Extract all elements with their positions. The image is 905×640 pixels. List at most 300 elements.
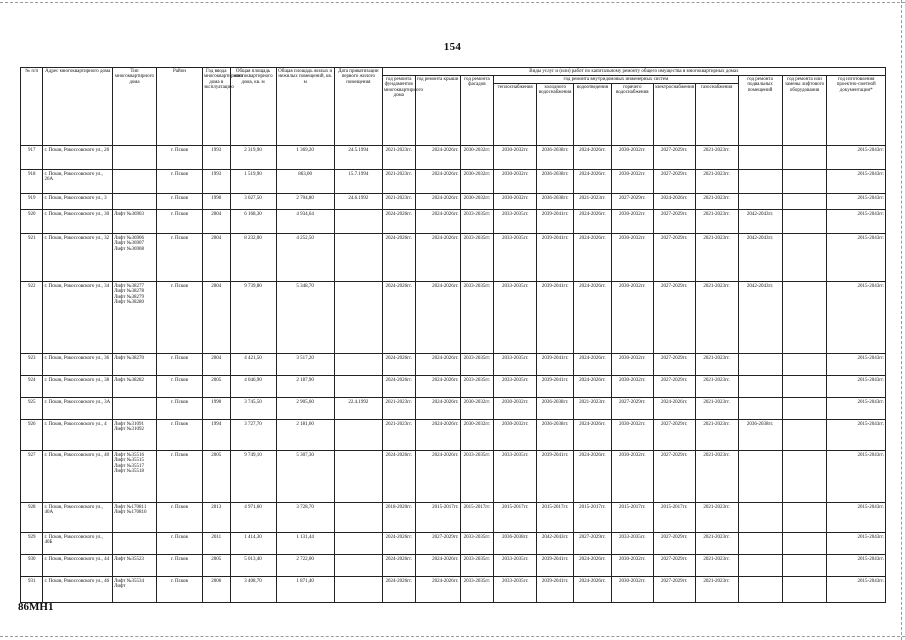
- cell-facade: 2030-2032гг.: [460, 420, 494, 451]
- cell-hot: 2015-2017гг.: [611, 503, 653, 533]
- cell-living: 5 348,70: [276, 282, 334, 354]
- cell-total: 8 232,00: [230, 234, 276, 282]
- cell-basement: 2042-2043гг.: [738, 210, 782, 234]
- cell-facade: 2033-2035гг.: [460, 234, 494, 282]
- header-district: Район: [156, 68, 202, 146]
- cell-num: 919: [21, 194, 43, 210]
- cell-num: 928: [21, 503, 43, 533]
- cell-drain: 2021-2023гг.: [574, 194, 612, 210]
- table-row: [21, 146, 886, 170]
- cell-drain: 2024-2026гг.: [574, 376, 612, 398]
- cell-drain: 2024-2026гг.: [574, 451, 612, 503]
- cell-total: 9 749,10: [230, 451, 276, 503]
- cell-gas: 2021-2023гг.: [695, 533, 738, 555]
- header-gas: газоснабжения: [695, 84, 738, 146]
- cell-roof: 2024-2026гг.: [415, 420, 460, 451]
- cell-year: 1990: [202, 194, 230, 210]
- cell-living: 863,00: [276, 170, 334, 194]
- cell-hot: 2027-2029гг.: [611, 194, 653, 210]
- cell-year: 2006: [202, 577, 230, 603]
- header-elevator: год ремонта или замены лифтового оборудования: [782, 76, 827, 146]
- cell-cold: 2039-2041гг.: [537, 282, 574, 354]
- header-privatization: Дата приватизации первого жилого помещения: [334, 68, 382, 146]
- cell-roof: 2024-2026гг.: [415, 282, 460, 354]
- cell-address: г. Псков, Рокоссовского ул., 26А: [43, 170, 113, 194]
- header-num: № п/п: [21, 68, 43, 146]
- document-code: 86МН1: [18, 601, 54, 613]
- table-row: [21, 282, 886, 354]
- cell-elevator: [782, 354, 827, 376]
- cell-heat: 2033-2035гг.: [494, 354, 537, 376]
- cell-electric: 2027-2029гг.: [653, 282, 695, 354]
- cell-priv: [334, 577, 382, 603]
- cell-address: г. Псков, Рокоссовского ул., 4: [43, 420, 113, 451]
- table-row: [21, 376, 886, 398]
- cell-type: Лифт №170811 Лифт №170810: [113, 503, 157, 533]
- cell-type: Лифт №31091 Лифт №31092: [113, 420, 157, 451]
- cell-facade: 2033-2035гг.: [460, 210, 494, 234]
- cell-elevator: [782, 398, 827, 420]
- cell-living: 4 934,64: [276, 210, 334, 234]
- cell-basement: 2042-2043гг.: [738, 234, 782, 282]
- cell-hot: 2033-2035гг.: [611, 533, 653, 555]
- header-foundation: год ремонта фундаментов многоквартирного дома: [382, 76, 415, 146]
- cell-year: 2005: [202, 451, 230, 503]
- cell-foundation: 2024-2026гг.: [382, 533, 415, 555]
- cell-facade: 2033-2035гг.: [460, 376, 494, 398]
- cell-hot: 2030-2032гг.: [611, 146, 653, 170]
- cell-drain: 2024-2026гг.: [574, 354, 612, 376]
- cell-total: 1 519,90: [230, 170, 276, 194]
- cell-num: 926: [21, 420, 43, 451]
- cell-elevator: [782, 420, 827, 451]
- cell-priv: [334, 234, 382, 282]
- cell-hot: 2030-2032гг.: [611, 234, 653, 282]
- cell-docs: 2015-2043гг.: [827, 533, 886, 555]
- cell-roof: 2024-2026гг.: [415, 451, 460, 503]
- cell-docs: 2015-2043гг.: [827, 577, 886, 603]
- cell-type: Лифт №38277 Лифт №38278 Лифт №38279 Лифт №38280: [113, 282, 157, 354]
- cell-year: 2004: [202, 354, 230, 376]
- cell-electric: 2027-2029гг.: [653, 533, 695, 555]
- cell-gas: 2021-2023гг.: [695, 210, 738, 234]
- cell-foundation: 2024-2026гг.: [382, 376, 415, 398]
- cell-total: 3 745,50: [230, 398, 276, 420]
- cell-basement: [738, 354, 782, 376]
- cell-basement: 2042-2043гг.: [738, 282, 782, 354]
- cell-district: г. Псков: [156, 376, 202, 398]
- cell-roof: 2024-2026гг.: [415, 555, 460, 577]
- table-row: [21, 533, 886, 555]
- cell-electric: 2027-2029гг.: [653, 376, 695, 398]
- cell-cold: 2039-2041гг.: [537, 210, 574, 234]
- cell-drain: 2024-2026гг.: [574, 234, 612, 282]
- cell-foundation: 2024-2026гг.: [382, 210, 415, 234]
- cell-living: 2 722,00: [276, 555, 334, 577]
- scan-edge-bottom: [0, 636, 905, 637]
- cell-basement: [738, 555, 782, 577]
- cell-num: 922: [21, 282, 43, 354]
- cell-docs: 2015-2043гг.: [827, 194, 886, 210]
- cell-priv: [334, 354, 382, 376]
- cell-foundation: 2024-2026гг.: [382, 282, 415, 354]
- header-total-area: Общая площадь многоквартирного дома, кв. м: [230, 68, 276, 146]
- cell-facade: 2030-2032гг.: [460, 398, 494, 420]
- cell-cold: 2036-2038гг.: [537, 146, 574, 170]
- cell-num: 924: [21, 376, 43, 398]
- cell-foundation: 2024-2026гг.: [382, 577, 415, 603]
- cell-gas: 2021-2023гг.: [695, 420, 738, 451]
- header-year-built: Год ввода многоквартирного дома в эксплуатацию: [202, 68, 230, 146]
- cell-num: 918: [21, 170, 43, 194]
- cell-elevator: [782, 533, 827, 555]
- cell-address: г. Псков, Рокоссовского ул., 40А: [43, 503, 113, 533]
- cell-year: 1993: [202, 170, 230, 194]
- cell-roof: 2024-2026гг.: [415, 354, 460, 376]
- cell-type: Лифт №35534 Лифт: [113, 577, 157, 603]
- cell-address: г. Псков, Рокоссовского ул., 36: [43, 354, 113, 376]
- cell-docs: 2015-2043гг.: [827, 234, 886, 282]
- cell-cold: 2039-2041гг.: [537, 451, 574, 503]
- cell-electric: 2027-2029гг.: [653, 210, 695, 234]
- cell-gas: 2021-2023гг.: [695, 555, 738, 577]
- cell-address: г. Псков, Рокоссовского ул., 26: [43, 146, 113, 170]
- cell-electric: 2027-2029гг.: [653, 146, 695, 170]
- cell-cold: 2039-2041гг.: [537, 376, 574, 398]
- cell-foundation: 2021-2023гг.: [382, 398, 415, 420]
- cell-district: г. Псков: [156, 420, 202, 451]
- cell-roof: 2024-2026гг.: [415, 194, 460, 210]
- cell-living: 1 131,44: [276, 533, 334, 555]
- cell-elevator: [782, 555, 827, 577]
- cell-district: г. Псков: [156, 503, 202, 533]
- cell-year: 2005: [202, 555, 230, 577]
- cell-foundation: 2018-2020гг.: [382, 503, 415, 533]
- cell-electric: 2027-2029гг.: [653, 234, 695, 282]
- cell-total: 3 727,70: [230, 420, 276, 451]
- cell-hot: 2030-2032гг.: [611, 282, 653, 354]
- cell-drain: 2024-2026гг.: [574, 282, 612, 354]
- cell-roof: 2015-2017гг.: [415, 503, 460, 533]
- cell-type: [113, 533, 157, 555]
- cell-heat: 2033-2035гг.: [494, 555, 537, 577]
- cell-type: Лифт №35523: [113, 555, 157, 577]
- cell-cold: 2039-2041гг.: [537, 234, 574, 282]
- cell-docs: 2015-2043гг.: [827, 420, 886, 451]
- cell-foundation: 2024-2026гг.: [382, 451, 415, 503]
- cell-basement: [738, 398, 782, 420]
- cell-gas: 2021-2023гг.: [695, 451, 738, 503]
- cell-elevator: [782, 194, 827, 210]
- cell-cold: 2042-2043гг.: [537, 533, 574, 555]
- table-row: [21, 555, 886, 577]
- cell-priv: [334, 503, 382, 533]
- cell-living: 4 252,50: [276, 234, 334, 282]
- cell-address: г. Псков, Рокоссовского ул., 34: [43, 282, 113, 354]
- cell-cold: 2036-2038гг.: [537, 194, 574, 210]
- cell-basement: [738, 170, 782, 194]
- cell-elevator: [782, 282, 827, 354]
- cell-living: 3 728,70: [276, 503, 334, 533]
- cell-elevator: [782, 170, 827, 194]
- cell-living: 2 905,60: [276, 398, 334, 420]
- cell-foundation: 2021-2023гг.: [382, 420, 415, 451]
- cell-hot: 2030-2032гг.: [611, 420, 653, 451]
- cell-drain: 2024-2026гг.: [574, 146, 612, 170]
- cell-facade: 2033-2035гг.: [460, 282, 494, 354]
- cell-heat: 2033-2035гг.: [494, 282, 537, 354]
- cell-foundation: 2024-2026гг.: [382, 354, 415, 376]
- cell-docs: 2015-2043гг.: [827, 376, 886, 398]
- cell-hot: 2030-2032гг.: [611, 354, 653, 376]
- cell-address: г. Псков, Рокоссовского ул., 38: [43, 376, 113, 398]
- cell-heat: 2033-2035гг.: [494, 577, 537, 603]
- cell-district: г. Псков: [156, 234, 202, 282]
- header-facade: год ремонта фасадов: [460, 76, 494, 146]
- cell-living: 3 517,20: [276, 354, 334, 376]
- cell-electric: 2027-2029гг.: [653, 420, 695, 451]
- cell-facade: 2033-2035гг.: [460, 354, 494, 376]
- cell-electric: 2027-2029гг.: [653, 354, 695, 376]
- cell-heat: 2033-2035гг.: [494, 210, 537, 234]
- cell-roof: 2024-2026гг.: [415, 577, 460, 603]
- cell-total: 4 971,60: [230, 503, 276, 533]
- table-row: [21, 210, 886, 234]
- cell-electric: 2015-2017гг.: [653, 503, 695, 533]
- cell-facade: 2033-2035гг.: [460, 533, 494, 555]
- cell-drain: 2024-2026гг.: [574, 210, 612, 234]
- cell-gas: 2021-2023гг.: [695, 194, 738, 210]
- scan-edge-top: [0, 2, 905, 3]
- cell-cold: 2039-2041гг.: [537, 577, 574, 603]
- header-services-group: Виды услуг и (или) работ по капитальному ремонту общего имущества в многоквартирных домах: [382, 68, 885, 76]
- cell-total: 1 414,30: [230, 533, 276, 555]
- cell-facade: 2030-2032гг.: [460, 194, 494, 210]
- cell-roof: 2024-2026гг.: [415, 398, 460, 420]
- header-type: Тип многоквартирного дома: [113, 68, 157, 146]
- cell-drain: 2024-2026гг.: [574, 420, 612, 451]
- cell-cold: 2036-2038гг.: [537, 420, 574, 451]
- cell-elevator: [782, 376, 827, 398]
- table-row: [21, 354, 886, 376]
- cell-address: г. Псков, Рокоссовского ул., 3: [43, 194, 113, 210]
- header-engineering-systems: год ремонта внутридомовых инженерных систем: [494, 76, 738, 84]
- cell-priv: [334, 555, 382, 577]
- cell-district: г. Псков: [156, 210, 202, 234]
- cell-type: Лифт №36906 Лифт №36907 Лифт №36908: [113, 234, 157, 282]
- cell-docs: 2015-2043гг.: [827, 146, 886, 170]
- cell-cold: 2036-2038гг.: [537, 170, 574, 194]
- header-basement: год ремонта подвальных помещений: [738, 76, 782, 146]
- cell-district: г. Псков: [156, 170, 202, 194]
- cell-address: г. Псков, Рокоссовского ул., 32: [43, 234, 113, 282]
- cell-basement: 2036-2038гг.: [738, 420, 782, 451]
- cell-docs: 2015-2043гг.: [827, 555, 886, 577]
- table-body: [21, 146, 886, 603]
- cell-year: 2004: [202, 210, 230, 234]
- cell-electric: 2027-2029гг.: [653, 555, 695, 577]
- header-living-area: Общая площадь жилых и нежилых помещений, кв. м: [276, 68, 334, 146]
- table-row: [21, 503, 886, 533]
- cell-num: 930: [21, 555, 43, 577]
- cell-gas: 2021-2023гг.: [695, 146, 738, 170]
- cell-gas: 2021-2023гг.: [695, 354, 738, 376]
- cell-type: Лифт №38270: [113, 354, 157, 376]
- cell-facade: 2030-2032гг.: [460, 146, 494, 170]
- cell-address: г. Псков, Рокоссовского ул., 3А: [43, 398, 113, 420]
- cell-docs: 2015-2043гг.: [827, 503, 886, 533]
- table-row: [21, 234, 886, 282]
- cell-elevator: [782, 577, 827, 603]
- cell-num: 929: [21, 533, 43, 555]
- cell-electric: 2024-2026гг.: [653, 194, 695, 210]
- cell-elevator: [782, 234, 827, 282]
- cell-basement: [738, 146, 782, 170]
- header-heat: теплоснабжения: [494, 84, 537, 146]
- cell-heat: 2033-2035гг.: [494, 376, 537, 398]
- cell-hot: 2030-2032гг.: [611, 555, 653, 577]
- cell-gas: 2021-2023гг.: [695, 376, 738, 398]
- cell-year: 1990: [202, 398, 230, 420]
- cell-gas: 2021-2023гг.: [695, 234, 738, 282]
- cell-address: г. Псков, Рокоссовского ул., 46: [43, 577, 113, 603]
- cell-drain: 2021-2023гг.: [574, 398, 612, 420]
- cell-elevator: [782, 503, 827, 533]
- cell-hot: 2030-2032гг.: [611, 210, 653, 234]
- cell-priv: [334, 282, 382, 354]
- cell-hot: 2030-2032гг.: [611, 170, 653, 194]
- cell-docs: 2015-2043гг.: [827, 210, 886, 234]
- cell-district: г. Псков: [156, 533, 202, 555]
- cell-district: г. Псков: [156, 577, 202, 603]
- cell-priv: 24.5.1994: [334, 146, 382, 170]
- cell-facade: 2033-2035гг.: [460, 451, 494, 503]
- table-row: [21, 398, 886, 420]
- cell-foundation: 2024-2026гг.: [382, 555, 415, 577]
- cell-year: 2013: [202, 503, 230, 533]
- cell-total: 5 013,40: [230, 555, 276, 577]
- cell-hot: 2030-2032гг.: [611, 577, 653, 603]
- cell-total: 3 027,50: [230, 194, 276, 210]
- cell-district: г. Псков: [156, 282, 202, 354]
- cell-living: 2 704,80: [276, 194, 334, 210]
- cell-priv: 22.4.1992: [334, 398, 382, 420]
- cell-priv: [334, 420, 382, 451]
- table-row: [21, 451, 886, 503]
- cell-hot: 2030-2032гг.: [611, 451, 653, 503]
- cell-roof: 2024-2026гг.: [415, 146, 460, 170]
- cell-basement: [738, 533, 782, 555]
- cell-year: 1993: [202, 146, 230, 170]
- cell-hot: 2027-2029гг.: [611, 398, 653, 420]
- cell-foundation: 2024-2026гг.: [382, 234, 415, 282]
- cell-roof: 2024-2026гг.: [415, 234, 460, 282]
- cell-roof: 2027-2029гг.: [415, 533, 460, 555]
- cell-basement: [738, 451, 782, 503]
- cell-type: Лифт №38282: [113, 376, 157, 398]
- cell-priv: [334, 451, 382, 503]
- table-row: [21, 194, 886, 210]
- cell-type: [113, 194, 157, 210]
- header-hot-water: горячего водоснабжения: [611, 84, 653, 146]
- cell-gas: 2021-2023гг.: [695, 503, 738, 533]
- cell-electric: 2024-2026гг.: [653, 398, 695, 420]
- cell-address: г. Псков, Рокоссовского ул., 44: [43, 555, 113, 577]
- cell-priv: 24.6.1992: [334, 194, 382, 210]
- cell-roof: 2024-2026гг.: [415, 170, 460, 194]
- cell-facade: 2033-2035гг.: [460, 577, 494, 603]
- cell-cold: 2015-2017гг.: [537, 503, 574, 533]
- cell-total: 6 168,30: [230, 210, 276, 234]
- cell-cold: 2039-2041гг.: [537, 354, 574, 376]
- table-row: [21, 170, 886, 194]
- cell-district: г. Псков: [156, 451, 202, 503]
- cell-living: 2 181,60: [276, 420, 334, 451]
- cell-heat: 2030-2032гг.: [494, 398, 537, 420]
- cell-drain: 2024-2026гг.: [574, 170, 612, 194]
- cell-heat: 2030-2032гг.: [494, 146, 537, 170]
- cell-year: 2004: [202, 234, 230, 282]
- cell-gas: 2021-2023гг.: [695, 398, 738, 420]
- cell-address: г. Псков, Рокоссовского ул., 40Б: [43, 533, 113, 555]
- cell-num: 927: [21, 451, 43, 503]
- cell-year: 2004: [202, 282, 230, 354]
- header-docs: год изготовления проектно-сметной документации*: [827, 76, 886, 146]
- cell-drain: 2024-2026гг.: [574, 555, 612, 577]
- cell-roof: 2024-2026гг.: [415, 210, 460, 234]
- cell-basement: [738, 503, 782, 533]
- cell-total: 4 421,50: [230, 354, 276, 376]
- cell-living: 1 369,20: [276, 146, 334, 170]
- cell-drain: 2024-2026гг.: [574, 577, 612, 603]
- cell-address: г. Псков, Рокоссовского ул., 30: [43, 210, 113, 234]
- cell-living: 2 187,90: [276, 376, 334, 398]
- cell-heat: 2015-2017гг.: [494, 503, 537, 533]
- cell-gas: 2021-2023гг.: [695, 282, 738, 354]
- cell-total: 9 739,80: [230, 282, 276, 354]
- cell-facade: 2033-2035гг.: [460, 555, 494, 577]
- cell-heat: 2036-2038гг.: [494, 533, 537, 555]
- cell-drain: 2027-2029гг.: [574, 533, 612, 555]
- cell-foundation: 2021-2023гг.: [382, 146, 415, 170]
- header-cold-water: холодного водоснабжения: [537, 84, 574, 146]
- cell-facade: 2030-2032гг.: [460, 170, 494, 194]
- header-roof: год ремонта крыши: [415, 76, 460, 146]
- cell-total: 2 319,90: [230, 146, 276, 170]
- cell-electric: 2027-2029гг.: [653, 577, 695, 603]
- cell-elevator: [782, 451, 827, 503]
- cell-priv: 15.7.1994: [334, 170, 382, 194]
- cell-elevator: [782, 210, 827, 234]
- cell-cold: 2039-2041гг.: [537, 555, 574, 577]
- cell-docs: 2015-2043гг.: [827, 451, 886, 503]
- scan-edge-right: [901, 0, 902, 640]
- cell-basement: [738, 577, 782, 603]
- cell-num: 921: [21, 234, 43, 282]
- cell-docs: 2015-2043гг.: [827, 398, 886, 420]
- cell-heat: 2033-2035гг.: [494, 451, 537, 503]
- cell-electric: 2027-2029гг.: [653, 170, 695, 194]
- cell-docs: 2015-2043гг.: [827, 170, 886, 194]
- cell-num: 917: [21, 146, 43, 170]
- cell-address: г. Псков, Рокоссовского ул., 40: [43, 451, 113, 503]
- cell-type: [113, 398, 157, 420]
- cell-facade: 2015-2017гг.: [460, 503, 494, 533]
- cell-docs: 2015-2043гг.: [827, 282, 886, 354]
- cell-living: 5 307,30: [276, 451, 334, 503]
- cell-docs: 2015-2043гг.: [827, 354, 886, 376]
- cell-district: г. Псков: [156, 398, 202, 420]
